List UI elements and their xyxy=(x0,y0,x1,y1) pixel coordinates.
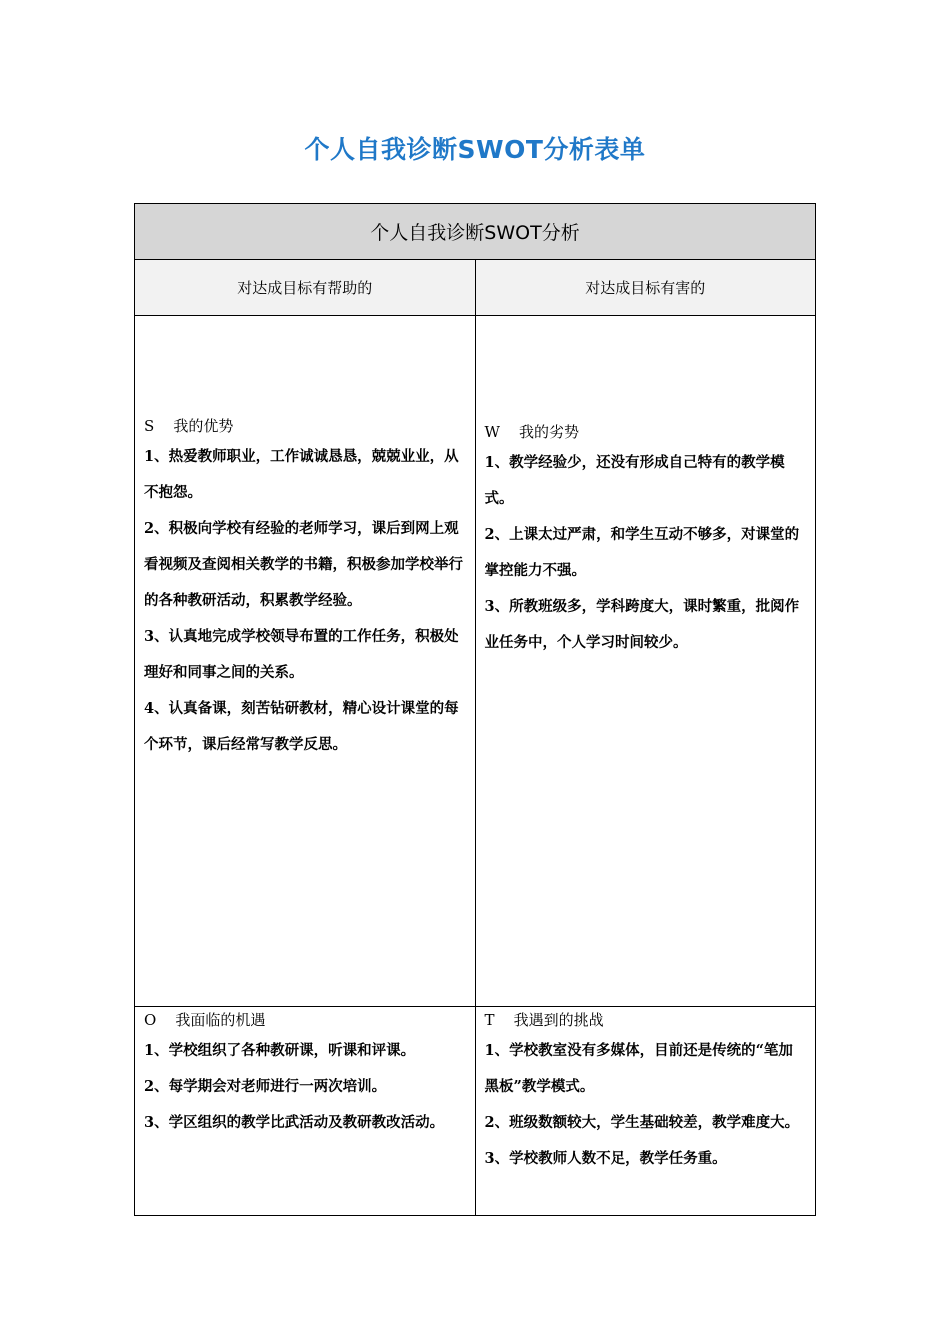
list-item: 2、班级数额较大，学生基础较差，教学难度大。 xyxy=(484,1114,800,1131)
swot-table xyxy=(134,203,816,1216)
weaknesses-list xyxy=(485,445,808,661)
list-item: 3、所教班级多，学科跨度大，课时繁重，批阅作业任务中，个人学习时间较少。 xyxy=(484,598,800,651)
strengths-list xyxy=(144,439,467,763)
weaknesses-heading: W 我的劣势 xyxy=(484,423,579,441)
strengths-heading: S 我的优势 xyxy=(144,417,234,435)
threats-list xyxy=(485,1033,808,1177)
strengths-cell xyxy=(135,316,476,1007)
list-item: 2、上课太过严肃，和学生互动不够多，对课堂的掌控能力不强。 xyxy=(484,526,800,579)
opportunities-list xyxy=(144,1033,467,1141)
list-item: 1、学校组织了各种教研课，听课和评课。 xyxy=(144,1042,416,1059)
list-item: 3、学区组织的教学比武活动及教研教改活动。 xyxy=(144,1114,445,1131)
document-title: 个人自我诊断SWOT分析表单 xyxy=(304,135,646,164)
harmful-column-header: 对达成目标有害的 xyxy=(475,260,816,316)
list-item: 3、认真地完成学校领导布置的工作任务，积极处理好和同事之间的关系。 xyxy=(144,628,459,681)
list-item: 1、教学经验少，还没有形成自己特有的教学模式。 xyxy=(484,454,785,507)
opportunities-cell xyxy=(135,1007,476,1216)
swot-table-header: 个人自我诊断SWOT分析 xyxy=(135,204,816,260)
weaknesses-cell xyxy=(475,316,816,1007)
threats-heading: T 我遇到的挑战 xyxy=(484,1011,604,1029)
list-item: 2、积极向学校有经验的老师学习，课后到网上观看视频及查阅相关教学的书籍，积极参加学校举行的各种教研活动，积累教学经验。 xyxy=(144,520,463,609)
list-item: 1、热爱教师职业，工作诚诚恳恳，兢兢业业，从不抱怨。 xyxy=(144,448,459,501)
list-item: 4、认真备课，刻苦钻研教材，精心设计课堂的每个环节，课后经常写教学反思。 xyxy=(144,700,459,753)
opportunities-heading: O 我面临的机遇 xyxy=(144,1011,266,1029)
list-item: 2、每学期会对老师进行一两次培训。 xyxy=(144,1078,387,1095)
threats-cell xyxy=(475,1007,816,1216)
helpful-column-header: 对达成目标有帮助的 xyxy=(135,260,476,316)
list-item: 3、学校教师人数不足，教学任务重。 xyxy=(484,1150,727,1167)
list-item: 1、学校教室没有多媒体，目前还是传统的“笔加黑板”教学模式。 xyxy=(484,1042,793,1095)
